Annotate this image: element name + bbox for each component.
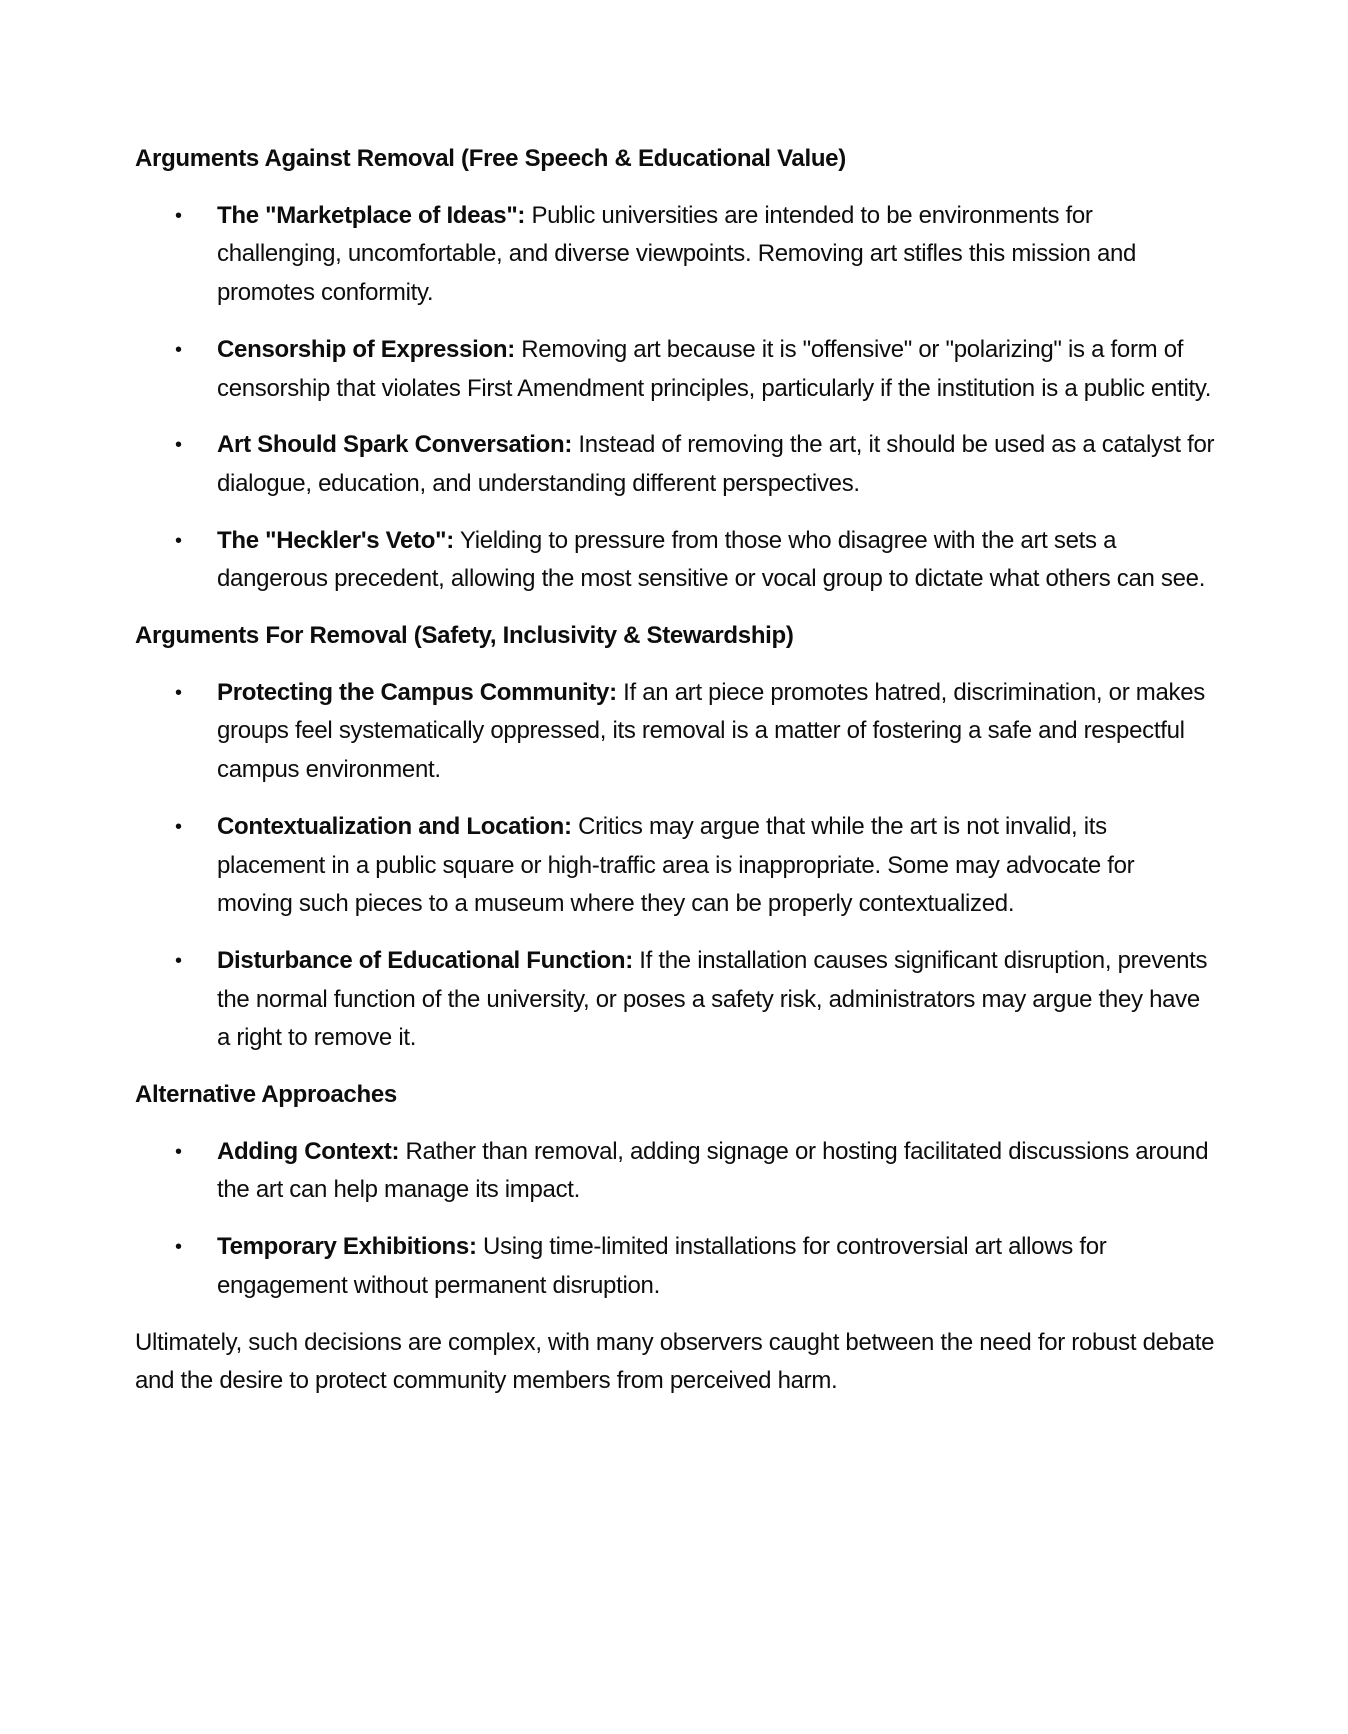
closing-paragraph: Ultimately, such decisions are complex, with many observers caught between the need for robust debate and the desire to protect community members from perceived harm. xyxy=(135,1328,1215,1395)
bullet-icon: • xyxy=(175,204,182,227)
item-term: The "Heckler's Veto": xyxy=(217,526,454,554)
bullet-icon: • xyxy=(175,1140,182,1163)
list-item xyxy=(135,942,1215,1058)
list-item xyxy=(135,426,1215,503)
list-item xyxy=(135,522,1215,599)
bullet-icon: • xyxy=(175,681,182,704)
item-text: Public universities are intended to be environments for challenging, uncomfortable, and diverse viewpoints. Removing art stifles this mission and promotes conformity. xyxy=(217,201,1137,307)
bullet-icon: • xyxy=(175,949,182,972)
item-term: Adding Context: xyxy=(217,1137,400,1165)
item-text: Yielding to pressure from those who disagree with the art sets a dangerous precedent, allowing the most sensitive or vocal group to dictate what others can see. xyxy=(217,526,1206,593)
bullet-icon: • xyxy=(175,529,182,552)
list-item xyxy=(135,674,1215,790)
bullet-icon: • xyxy=(175,338,182,361)
item-term: Contextualization and Location: xyxy=(217,812,572,840)
item-text: If an art piece promotes hatred, discrimination, or makes groups feel systematically oppressed, its removal is a matter of fostering a safe and respectful campus environment. xyxy=(217,678,1205,784)
item-text: Instead of removing the art, it should be used as a catalyst for dialogue, education, and understanding different perspectives. xyxy=(217,431,1215,497)
bullet-icon: • xyxy=(175,434,182,457)
bullet-icon: • xyxy=(175,1236,182,1259)
list-item xyxy=(135,1133,1215,1210)
section-heading-alternatives: Alternative Approaches xyxy=(135,1081,397,1109)
list-against xyxy=(135,197,1215,599)
item-term: Disturbance of Educational Function: xyxy=(217,946,633,974)
list-item xyxy=(135,331,1215,408)
item-term: Temporary Exhibitions: xyxy=(217,1233,477,1261)
list-item xyxy=(135,1228,1215,1305)
list-item xyxy=(135,808,1215,924)
item-text: Removing art because it is "offensive" or "polarizing" is a form of censorship that violates First Amendment principles, particularly if the institution is a public entity. xyxy=(217,335,1212,402)
list-item xyxy=(135,197,1215,313)
list-alternatives xyxy=(135,1133,1215,1306)
item-term: Art Should Spark Conversation: xyxy=(217,431,573,459)
section-heading-against: Arguments Against Removal (Free Speech & Educational Value) xyxy=(135,145,846,172)
bullet-icon: • xyxy=(175,815,182,838)
item-text: Using time-limited installations for controversial art allows for engagement without permanent disruption. xyxy=(217,1233,1107,1299)
item-term: Censorship of Expression: xyxy=(217,335,515,363)
section-heading-for: Arguments For Removal (Safety, Inclusivity & Stewardship) xyxy=(135,622,794,650)
document-page xyxy=(135,140,1215,1401)
item-text: If the installation causes significant disruption, prevents the normal function of the university, or poses a safety risk, administrators may argue they have a right to remove it. xyxy=(217,946,1208,1052)
item-term: The "Marketplace of Ideas": xyxy=(217,201,526,229)
item-text: Rather than removal, adding signage or hosting facilitated discussions around the art can help manage its impact. xyxy=(217,1137,1209,1204)
item-term: Protecting the Campus Community: xyxy=(217,678,617,706)
item-text: Critics may argue that while the art is not invalid, its placement in a public square or high-traffic area is inappropriate. Some may advocate for moving such pieces to a museum where they can be properly contextualized. xyxy=(217,812,1135,918)
list-for xyxy=(135,674,1215,1058)
